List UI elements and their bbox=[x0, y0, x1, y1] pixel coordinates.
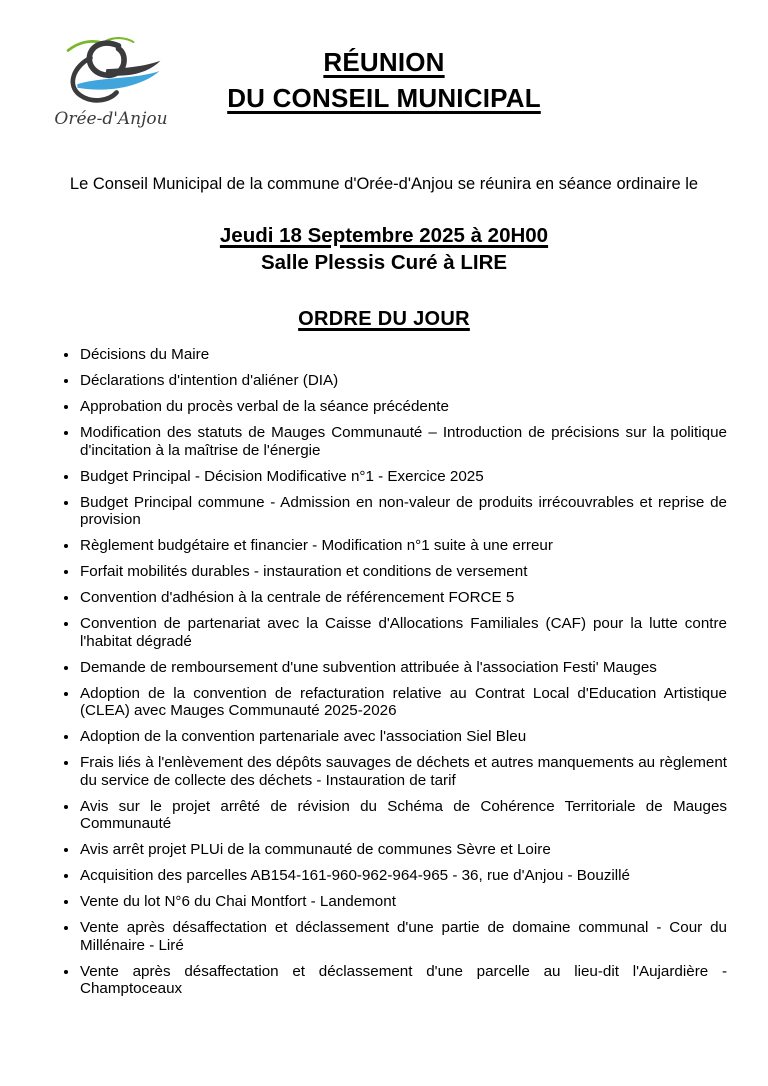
logo-wordmark: Orée-d'Anjou bbox=[54, 109, 168, 129]
oree-danjou-logo-icon bbox=[55, 34, 167, 108]
agenda-item: • Décisions du Maire bbox=[79, 346, 727, 364]
agenda-item: • Adoption de la convention de refacturation relative au Contrat Local d'Education Artistique (CLEA) avec Mauges Communauté 2025-2026 bbox=[79, 685, 727, 720]
agenda-item: • Avis sur le projet arrêté de révision du Schéma de Cohérence Territoriale de Mauges Communauté bbox=[79, 798, 727, 833]
agenda-item: • Approbation du procès verbal de la séance précédente bbox=[79, 398, 727, 416]
agenda-item: • Modification des statuts de Mauges Communauté – Introduction de précisions sur la politique d'incitation à la maîtrise de l'énergie bbox=[79, 424, 727, 459]
agenda-item: • Règlement budgétaire et financier - Modification n°1 suite à une erreur bbox=[79, 537, 727, 555]
agenda-heading: ORDRE DU JOUR bbox=[298, 308, 470, 330]
agenda-item: • Budget Principal - Décision Modificative n°1 - Exercice 2025 bbox=[79, 468, 727, 486]
agenda-item: • Vente du lot N°6 du Chai Montfort - Landemont bbox=[79, 893, 727, 911]
agenda-item: • Frais liés à l'enlèvement des dépôts sauvages de déchets et autres manquements au règlement du service de collecte des déchets - Instauration de tarif bbox=[79, 754, 727, 789]
title-line-2: DU CONSEIL MUNICIPAL bbox=[227, 83, 541, 113]
agenda-item: • Convention d'adhésion à la centrale de référencement FORCE 5 bbox=[79, 589, 727, 607]
intro-paragraph: Le Conseil Municipal de la commune d'Orée-d'Anjou se réunira en séance ordinaire le bbox=[69, 175, 699, 193]
agenda-item: • Vente après désaffectation et déclassement d'une partie de domaine communal - Cour du Millénaire - Liré bbox=[79, 919, 727, 954]
agenda-item: • Vente après désaffectation et déclassement d'une parcelle au lieu-dit l'Aujardière - Champtoceaux bbox=[79, 963, 727, 998]
oree-danjou-logo bbox=[46, 34, 176, 129]
title-line-1: RÉUNION bbox=[323, 47, 445, 77]
agenda-item: • Budget Principal commune - Admission en non-valeur de produits irrécouvrables et reprise de provision bbox=[79, 494, 727, 529]
agenda-item: • Avis arrêt projet PLUi de la communauté de communes Sèvre et Loire bbox=[79, 841, 727, 859]
agenda-item: • Acquisition des parcelles AB154-161-960-962-964-965 - 36, rue d'Anjou - Bouzillé bbox=[79, 867, 727, 885]
agenda-item: • Déclarations d'intention d'aliéner (DIA) bbox=[79, 372, 727, 390]
agenda-list bbox=[48, 346, 727, 998]
agenda-item: • Forfait mobilités durables - instauration et conditions de versement bbox=[79, 563, 727, 581]
meeting-datetime: Jeudi 18 Septembre 2025 à 20H00 bbox=[219, 224, 549, 247]
agenda-item: • Convention de partenariat avec la Caisse d'Allocations Familiales (CAF) pour la lutte contre l'habitat dégradé bbox=[79, 615, 727, 650]
agenda-item: • Demande de remboursement d'une subvention attribuée à l'association Festi' Mauges bbox=[79, 659, 727, 677]
meeting-location: Salle Plessis Curé à LIRE bbox=[260, 251, 508, 274]
meeting-info bbox=[0, 222, 768, 276]
agenda-item: • Adoption de la convention partenariale avec l'association Siel Bleu bbox=[79, 728, 727, 746]
